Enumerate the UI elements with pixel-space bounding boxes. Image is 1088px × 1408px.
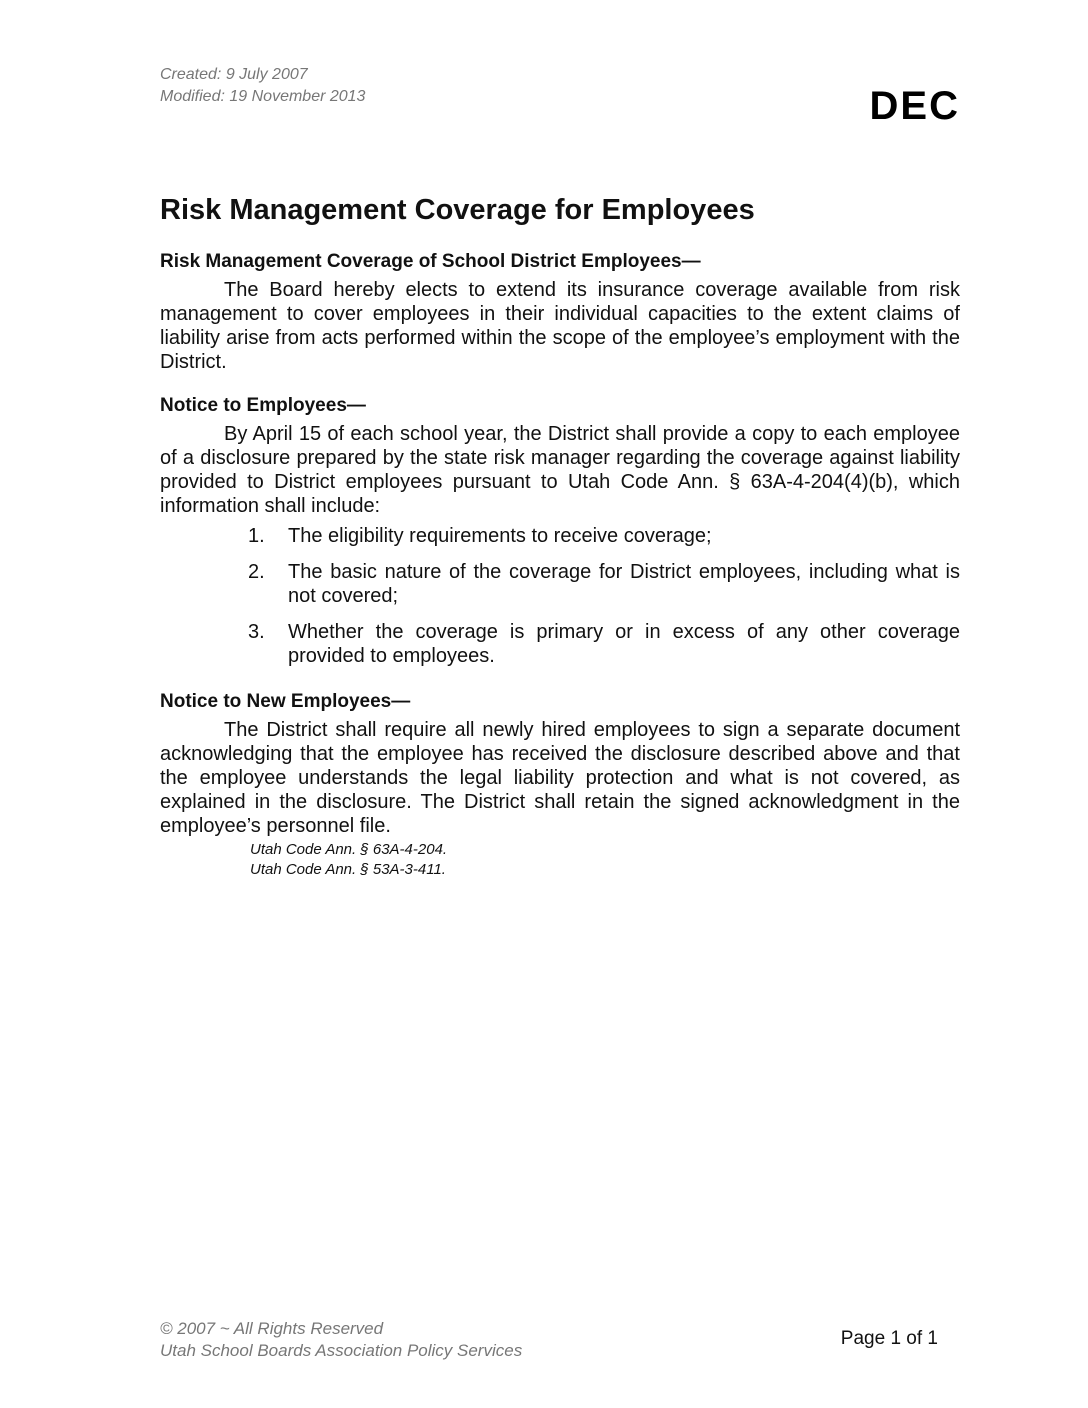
copyright-text: © 2007 ~ All Rights Reserved [160, 1319, 384, 1338]
document-body [160, 192, 960, 880]
list-text: Whether the coverage is primary or in excess of any other coverage provided to employees. [288, 621, 960, 667]
section-paragraph: The District shall require all newly hired employees to sign a separate document acknowledging that the employee has received the disclosure described above and that the employee understands the legal liability protection and what is not covered, as explained in the disclosure. The District shall retain the signed acknowledgment in the employee’s personnel file. [160, 719, 960, 837]
page-number: Page 1 of 1 [840, 1328, 938, 1349]
publisher-text: Utah School Boards Association Policy Services [160, 1341, 523, 1360]
list-item [248, 560, 960, 608]
policy-code: DEC [869, 84, 960, 128]
list-text: The basic nature of the coverage for District employees, including what is not covered; [288, 561, 960, 607]
section-notice-new-employees [160, 690, 960, 838]
section-paragraph: The Board hereby elects to extend its insurance coverage available from risk management to cover employees in their individual capacities to the extent claims of liability arise from acts performed within the scope of the employee’s employment with the District. [160, 279, 960, 373]
document-metadata [160, 64, 365, 108]
section-paragraph: By April 15 of each school year, the District shall provide a copy to each employee of a disclosure prepared by the state risk manager regarding the coverage against liability provided to District employees pursuant to Utah Code Ann. § 63A-4-204(4)(b), which information shall include: [160, 423, 960, 517]
list-item [248, 620, 960, 668]
citation: Utah Code Ann. § 53A-3-411. [250, 861, 446, 878]
section-notice-employees [160, 394, 960, 668]
list-text: The eligibility requirements to receive coverage; [288, 525, 712, 547]
citation: Utah Code Ann. § 63A-4-204. [250, 841, 448, 858]
list-item [248, 524, 960, 548]
disclosure-list [248, 524, 960, 668]
modified-date: Modified: 19 November 2013 [160, 88, 366, 105]
section-heading: Notice to Employees— [160, 395, 366, 416]
list-number: 2. [248, 561, 265, 583]
page-title: Risk Management Coverage for Employees [160, 194, 755, 226]
list-number: 3. [248, 621, 265, 643]
footer-copyright [160, 1318, 522, 1362]
created-date: Created: 9 July 2007 [160, 66, 308, 83]
section-coverage [160, 250, 960, 374]
list-number: 1. [248, 525, 265, 547]
section-heading: Risk Management Coverage of School District Employees— [160, 251, 701, 272]
section-heading: Notice to New Employees— [160, 691, 411, 712]
legal-citations [250, 840, 960, 880]
